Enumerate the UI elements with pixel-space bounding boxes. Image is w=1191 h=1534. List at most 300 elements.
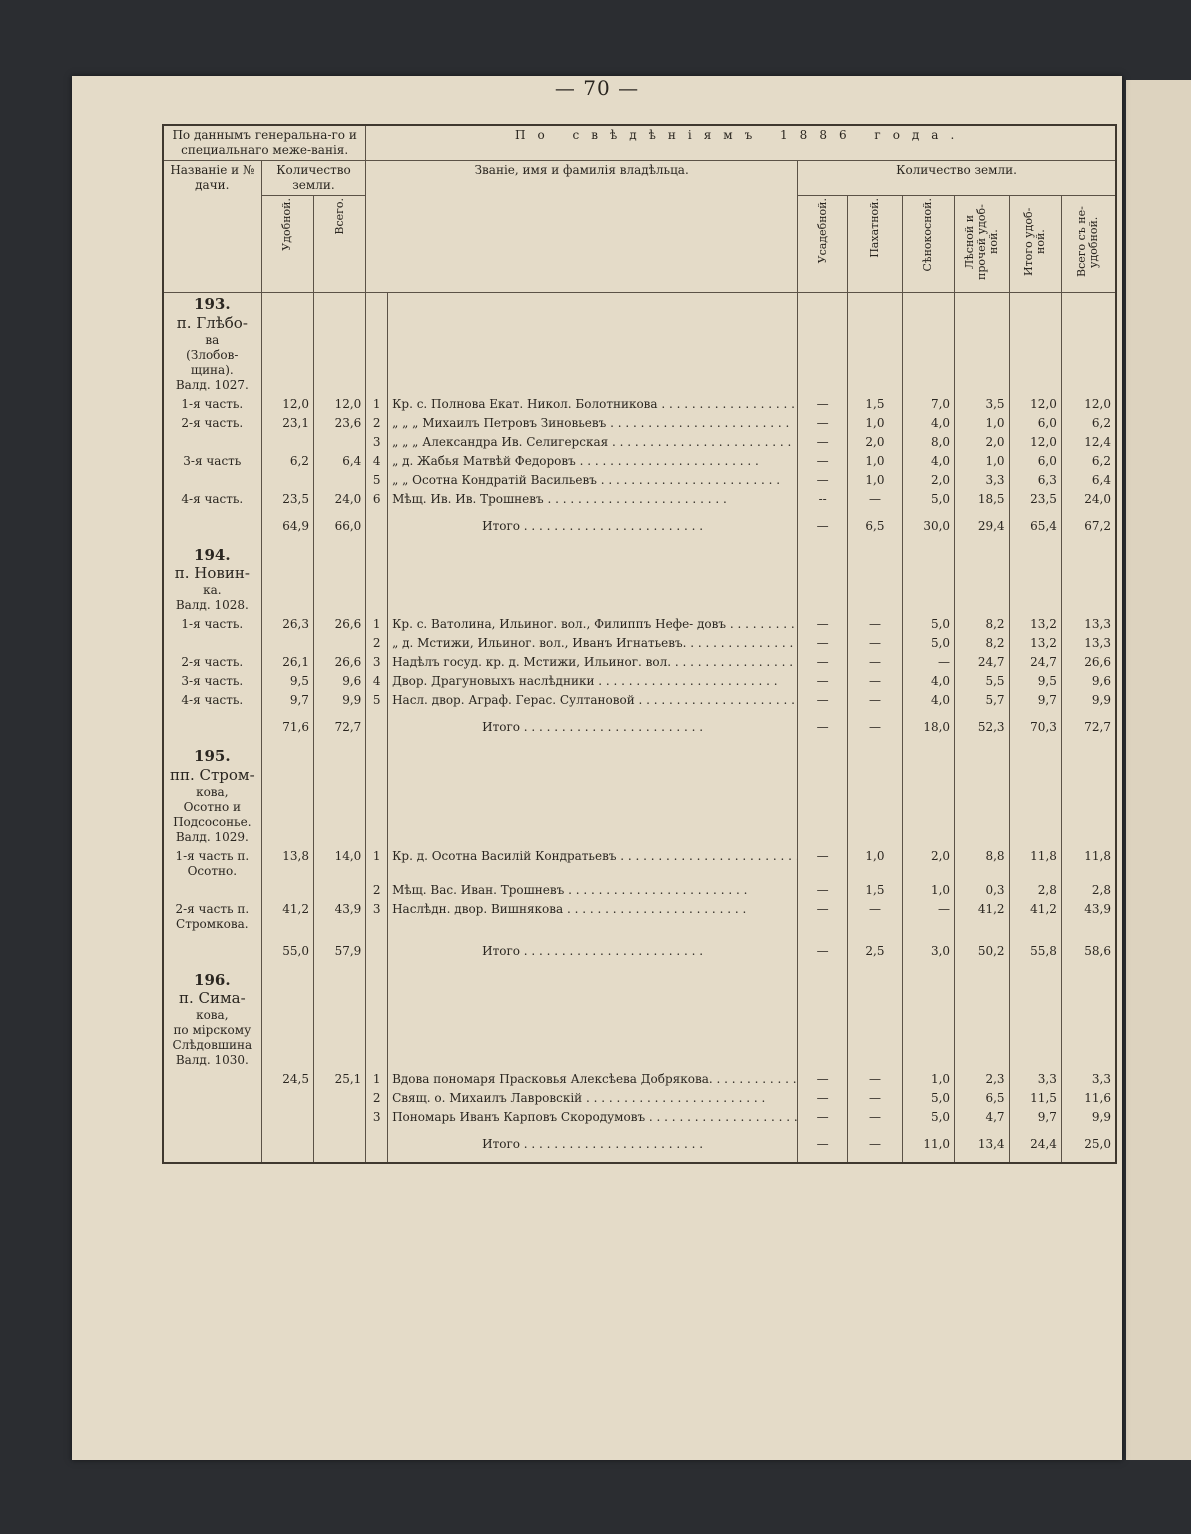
empty-cell <box>1009 293 1061 395</box>
empty-cell <box>366 1127 388 1163</box>
empty-cell <box>163 710 261 745</box>
empty-cell <box>1061 293 1116 395</box>
land-value: 24,7 <box>1009 653 1061 672</box>
part-label: 1-я часть. <box>163 615 261 634</box>
empty-cell <box>848 293 903 395</box>
parcel-number: 196. <box>194 970 231 989</box>
table-row <box>163 691 1116 710</box>
land-value: 11,6 <box>1061 1089 1116 1108</box>
row-number: 3 <box>366 1108 388 1127</box>
empty-cell <box>902 969 954 1071</box>
land-value: 3,3 <box>955 471 1010 490</box>
parcel-number: 193. <box>194 295 231 313</box>
land-value: 1,5 <box>848 395 903 414</box>
vsego-value <box>313 471 365 490</box>
total-value: 3,0 <box>902 934 954 969</box>
empty-cell <box>902 544 954 616</box>
land-value: -- <box>798 490 848 509</box>
part-label <box>163 634 261 653</box>
total-value: 29,4 <box>955 509 1010 544</box>
land-value: 3,3 <box>1009 1070 1061 1089</box>
land-value: 24,0 <box>1061 490 1116 509</box>
udobnoy-value: 41,2 <box>261 900 313 934</box>
land-value: 8,2 <box>955 615 1010 634</box>
parcel-name-line: Подсосонье. <box>173 814 252 829</box>
empty-cell <box>388 745 798 847</box>
empty-cell <box>1061 969 1116 1071</box>
land-value: 1,0 <box>848 414 903 433</box>
group-title-row <box>163 969 1116 1071</box>
land-value: 4,7 <box>955 1108 1010 1127</box>
parcel-name-line: Валд. 1027. <box>175 377 249 392</box>
land-value: — <box>848 653 903 672</box>
total-udobnoy <box>261 1127 313 1163</box>
land-value: — <box>798 691 848 710</box>
udobnoy-header: Удобной. <box>261 196 313 293</box>
part-label <box>163 471 261 490</box>
owner-name: „ „ „ Михаилъ Петровъ Зиновьевъ . . . <box>388 414 798 433</box>
land-value: 1,5 <box>848 881 903 900</box>
parcel-name-line: п. Новин- <box>174 564 250 583</box>
parcel-title <box>163 544 261 616</box>
udobnoy-value: 12,0 <box>261 395 313 414</box>
land-value: — <box>848 490 903 509</box>
total-value: 13,4 <box>955 1127 1010 1163</box>
land-value: 13,2 <box>1009 634 1061 653</box>
land-value: 4,0 <box>902 691 954 710</box>
owner-name: Свящ. о. Михаилъ Лавровскій . . . <box>388 1089 798 1108</box>
table-row <box>163 634 1116 653</box>
vsego-value: 9,9 <box>313 691 365 710</box>
empty-cell <box>848 969 903 1071</box>
total-value: 24,4 <box>1009 1127 1061 1163</box>
table-row <box>163 847 1116 881</box>
total-value: — <box>798 1127 848 1163</box>
empty-cell <box>1061 544 1116 616</box>
total-value: — <box>848 710 903 745</box>
total-value: 6,5 <box>848 509 903 544</box>
empty-cell <box>798 969 848 1071</box>
total-row <box>163 934 1116 969</box>
land-value: 1,0 <box>848 847 903 881</box>
part-label: 1-я часть п. Осотно. <box>163 847 261 881</box>
land-value: 8,0 <box>902 433 954 452</box>
owner-name: Кр. д. Осотна Василій Кондратьевъ . . . <box>388 847 798 881</box>
udobnoy-value <box>261 881 313 900</box>
land-value: 13,3 <box>1061 615 1116 634</box>
land-value: 7,0 <box>902 395 954 414</box>
group-title-row <box>163 745 1116 847</box>
row-number: 3 <box>366 653 388 672</box>
land-value: — <box>798 1108 848 1127</box>
owner-name: Мѣщ. Вас. Иван. Трошневъ . . . <box>388 881 798 900</box>
table-row <box>163 615 1116 634</box>
total-row <box>163 509 1116 544</box>
land-value: 9,9 <box>1061 1108 1116 1127</box>
empty-cell <box>366 509 388 544</box>
row-number: 6 <box>366 490 388 509</box>
land-value: 2,8 <box>1061 881 1116 900</box>
land-value: — <box>798 395 848 414</box>
empty-cell <box>261 745 313 847</box>
parcel-name-line: щина). <box>190 362 234 377</box>
table-row <box>163 900 1116 934</box>
land-value: — <box>798 414 848 433</box>
empty-cell <box>388 544 798 616</box>
empty-cell <box>366 293 388 395</box>
total-value: 52,3 <box>955 710 1010 745</box>
row-number: 3 <box>366 433 388 452</box>
part-label <box>163 433 261 452</box>
land-value: 2,3 <box>955 1070 1010 1089</box>
land-value: 4,0 <box>902 414 954 433</box>
land-value: 4,0 <box>902 452 954 471</box>
survey-1886-header: По свѣдѣніямъ 1886 года. <box>366 125 1116 161</box>
parcel-name-line: ка. <box>203 583 222 597</box>
land-value: 4,0 <box>902 672 954 691</box>
land-value: 9,7 <box>1009 1108 1061 1127</box>
land-value: 2,0 <box>902 471 954 490</box>
land-value: 23,5 <box>1009 490 1061 509</box>
col-vsego-neudobnoy-header: Всего съ не-удобной. <box>1061 196 1116 293</box>
land-value: 1,0 <box>848 452 903 471</box>
parcel-number: 194. <box>194 545 231 564</box>
parcel-name-line: п. Глѣбо- <box>176 313 248 332</box>
part-label <box>163 1108 261 1127</box>
total-label: Итого . . . <box>388 1127 798 1163</box>
empty-cell <box>261 969 313 1071</box>
total-vsego: 72,7 <box>313 710 365 745</box>
parcel-name-line: по мірскому <box>173 1023 252 1037</box>
land-value: 1,0 <box>955 414 1010 433</box>
owner-name: Надѣлъ госуд. кр. д. Мстижи, Ильиног. вол. . . . <box>388 653 798 672</box>
empty-cell <box>848 745 903 847</box>
empty-cell <box>955 293 1010 395</box>
empty-cell <box>366 745 388 847</box>
land-value: 6,0 <box>1009 414 1061 433</box>
name-column-header: Названіе и № дачи. <box>163 161 261 293</box>
empty-cell <box>1009 969 1061 1071</box>
land-value: 2,0 <box>848 433 903 452</box>
udobnoy-value: 9,5 <box>261 672 313 691</box>
total-vsego: 57,9 <box>313 934 365 969</box>
owner-name: Кр. с. Полнова Екат. Никол. Болотникова . . . <box>388 395 798 414</box>
owner-name: Вдова пономаря Прасковья Алексѣева Добрякова. . . . <box>388 1070 798 1089</box>
empty-cell <box>366 934 388 969</box>
vsego-value <box>313 1089 365 1108</box>
land-value: 11,8 <box>1009 847 1061 881</box>
table-row <box>163 414 1116 433</box>
total-label: Итого . . . <box>388 509 798 544</box>
land-qty-header: Количество земли. <box>261 161 366 196</box>
land-value: 3,5 <box>955 395 1010 414</box>
owner-column-header: Званіе, имя и фамилія владѣльца. <box>366 161 798 293</box>
parcel-title <box>163 969 261 1071</box>
vsego-value <box>313 433 365 452</box>
survey-group-header: По даннымъ генеральна-го и специальнаго меже-ванія. <box>163 125 366 161</box>
owner-name: „ „ Осотна Кондратій Васильевъ . . . <box>388 471 798 490</box>
part-label: 2-я часть. <box>163 653 261 672</box>
owner-name: Кр. с. Ватолина, Ильиног. вол., Филиппъ Нефе- довъ . . . <box>388 615 798 634</box>
owner-name: Двор. Драгуновыхъ наслѣдники . . . <box>388 672 798 691</box>
land-value: — <box>798 615 848 634</box>
land-value: — <box>798 634 848 653</box>
land-value: — <box>848 634 903 653</box>
table-row <box>163 490 1116 509</box>
udobnoy-value <box>261 471 313 490</box>
vsego-value: 43,9 <box>313 900 365 934</box>
table-row <box>163 881 1116 900</box>
land-value: 2,0 <box>902 847 954 881</box>
land-value: — <box>798 1070 848 1089</box>
total-value: 70,3 <box>1009 710 1061 745</box>
total-value: 2,5 <box>848 934 903 969</box>
col-pakhatnoy-header: Пахатной. <box>848 196 903 293</box>
land-value: 18,5 <box>955 490 1010 509</box>
row-number: 1 <box>366 847 388 881</box>
total-vsego <box>313 1127 365 1163</box>
udobnoy-value: 26,3 <box>261 615 313 634</box>
land-value: — <box>798 452 848 471</box>
part-label <box>163 1070 261 1089</box>
table-row <box>163 653 1116 672</box>
land-value: 8,2 <box>955 634 1010 653</box>
total-vsego: 66,0 <box>313 509 365 544</box>
empty-cell <box>313 544 365 616</box>
land-value: — <box>848 691 903 710</box>
parcel-name-line: Валд. 1029. <box>175 829 249 844</box>
land-value: 6,0 <box>1009 452 1061 471</box>
table-row <box>163 395 1116 414</box>
empty-cell <box>902 745 954 847</box>
col-itogo-udobnoy-header: Итого удоб-ной. <box>1009 196 1061 293</box>
empty-cell <box>798 544 848 616</box>
empty-cell <box>955 745 1010 847</box>
land-value: — <box>798 881 848 900</box>
total-row <box>163 1127 1116 1163</box>
land-value: — <box>798 672 848 691</box>
vsego-value: 26,6 <box>313 615 365 634</box>
total-label: Итого . . . <box>388 710 798 745</box>
parcel-title <box>163 745 261 847</box>
parcel-number: 195. <box>194 747 231 765</box>
udobnoy-value: 26,1 <box>261 653 313 672</box>
udobnoy-value: 6,2 <box>261 452 313 471</box>
group-title-row <box>163 293 1116 395</box>
table-row <box>163 1089 1116 1108</box>
owner-name: „ д. Мстижи, Ильиног. вол., Иванъ Игнатьевъ. . . . <box>388 634 798 653</box>
land-value: 9,5 <box>1009 672 1061 691</box>
empty-cell <box>313 969 365 1071</box>
row-number: 2 <box>366 881 388 900</box>
vsego-value: 12,0 <box>313 395 365 414</box>
total-value: 67,2 <box>1061 509 1116 544</box>
owner-name: Мѣщ. Ив. Ив. Трошневъ . . . <box>388 490 798 509</box>
land-value: — <box>798 433 848 452</box>
row-number: 1 <box>366 1070 388 1089</box>
udobnoy-value <box>261 634 313 653</box>
udobnoy-value: 13,8 <box>261 847 313 881</box>
empty-cell <box>1061 745 1116 847</box>
total-value: 30,0 <box>902 509 954 544</box>
row-number: 2 <box>366 1089 388 1108</box>
land-value: 12,4 <box>1061 433 1116 452</box>
table-row <box>163 471 1116 490</box>
vsego-header: Всего. <box>313 196 365 293</box>
land-value: 11,5 <box>1009 1089 1061 1108</box>
total-value: — <box>798 509 848 544</box>
parcel-title <box>163 293 261 395</box>
land-value: 43,9 <box>1061 900 1116 934</box>
vsego-value: 9,6 <box>313 672 365 691</box>
land-value: 9,6 <box>1061 672 1116 691</box>
part-label: 2-я часть п. Стромкова. <box>163 900 261 934</box>
land-value: 5,0 <box>902 615 954 634</box>
table-row <box>163 1070 1116 1089</box>
part-label <box>163 881 261 900</box>
empty-cell <box>848 544 903 616</box>
land-value: 12,0 <box>1009 395 1061 414</box>
land-value: 1,0 <box>902 1070 954 1089</box>
udobnoy-value: 23,1 <box>261 414 313 433</box>
row-number: 4 <box>366 672 388 691</box>
vsego-value <box>313 1108 365 1127</box>
empty-cell <box>798 293 848 395</box>
parcel-name-line: Осотно и <box>183 799 242 814</box>
land-value: — <box>798 653 848 672</box>
parcel-name-line: Валд. 1030. <box>175 1053 249 1067</box>
land-value: 6,2 <box>1061 452 1116 471</box>
land-value: 3,3 <box>1061 1070 1116 1089</box>
col-lesnoy-header: Лѣсной и прочей удоб-ной. <box>955 196 1010 293</box>
vsego-value: 23,6 <box>313 414 365 433</box>
total-value: 11,0 <box>902 1127 954 1163</box>
row-number: 2 <box>366 414 388 433</box>
total-label: Итого . . . <box>388 934 798 969</box>
table-row <box>163 433 1116 452</box>
empty-cell <box>163 934 261 969</box>
land-value: — <box>848 615 903 634</box>
land-qty-1886-header: Количество земли. <box>798 161 1116 196</box>
empty-cell <box>163 1127 261 1163</box>
empty-cell <box>955 969 1010 1071</box>
empty-cell <box>366 710 388 745</box>
empty-cell <box>261 293 313 395</box>
parcel-name-line: п. Сима- <box>178 989 246 1008</box>
owner-name: „ „ „ Александра Ив. Селигерская . . . <box>388 433 798 452</box>
land-value: — <box>848 672 903 691</box>
empty-cell <box>366 969 388 1071</box>
udobnoy-value <box>261 1089 313 1108</box>
total-value: 50,2 <box>955 934 1010 969</box>
row-number: 1 <box>366 615 388 634</box>
udobnoy-value: 23,5 <box>261 490 313 509</box>
land-value: 26,6 <box>1061 653 1116 672</box>
land-value: — <box>798 900 848 934</box>
udobnoy-value: 9,7 <box>261 691 313 710</box>
land-value: 5,0 <box>902 1089 954 1108</box>
part-label: 2-я часть. <box>163 414 261 433</box>
land-value: — <box>798 471 848 490</box>
vsego-value: 6,4 <box>313 452 365 471</box>
land-value: 13,3 <box>1061 634 1116 653</box>
group-title-row <box>163 544 1116 616</box>
land-value: 9,9 <box>1061 691 1116 710</box>
total-udobnoy: 64,9 <box>261 509 313 544</box>
land-value: — <box>798 847 848 881</box>
document-page <box>72 76 1122 1460</box>
land-register-table <box>162 124 1117 1164</box>
vsego-value <box>313 634 365 653</box>
total-udobnoy: 71,6 <box>261 710 313 745</box>
empty-cell <box>798 745 848 847</box>
page-number: — 70 — <box>554 76 640 100</box>
vsego-value: 14,0 <box>313 847 365 881</box>
land-value: 5,0 <box>902 1108 954 1127</box>
total-value: — <box>848 1127 903 1163</box>
col-usadebnoy-header: Усадебной. <box>798 196 848 293</box>
row-number: 5 <box>366 471 388 490</box>
total-value: — <box>798 710 848 745</box>
part-label: 4-я часть. <box>163 691 261 710</box>
total-row <box>163 710 1116 745</box>
col-senokosnoy-header: Сѣнокосной. <box>902 196 954 293</box>
total-value: 25,0 <box>1061 1127 1116 1163</box>
empty-cell <box>261 544 313 616</box>
land-value: 5,7 <box>955 691 1010 710</box>
land-value: — <box>798 1089 848 1108</box>
udobnoy-value: 24,5 <box>261 1070 313 1089</box>
land-value: 2,0 <box>955 433 1010 452</box>
row-number: 5 <box>366 691 388 710</box>
ledger-body <box>163 293 1116 1164</box>
land-value: — <box>848 1089 903 1108</box>
land-value: — <box>902 653 954 672</box>
land-value: 5,5 <box>955 672 1010 691</box>
land-value: 41,2 <box>955 900 1010 934</box>
empty-cell <box>388 293 798 395</box>
row-number: 2 <box>366 634 388 653</box>
udobnoy-value <box>261 1108 313 1127</box>
land-value: 5,0 <box>902 490 954 509</box>
land-value: — <box>848 1070 903 1089</box>
total-value: 58,6 <box>1061 934 1116 969</box>
empty-cell <box>1009 745 1061 847</box>
empty-cell <box>313 745 365 847</box>
land-value: 2,8 <box>1009 881 1061 900</box>
empty-cell <box>388 969 798 1071</box>
total-value: 18,0 <box>902 710 954 745</box>
land-value: 6,4 <box>1061 471 1116 490</box>
land-value: 24,7 <box>955 653 1010 672</box>
row-number: 4 <box>366 452 388 471</box>
land-value: 9,7 <box>1009 691 1061 710</box>
empty-cell <box>313 293 365 395</box>
adjacent-page-edge <box>1126 80 1191 1460</box>
owner-name: Насл. двор. Аграф. Герас. Султановой . . . <box>388 691 798 710</box>
parcel-name-line: ва <box>205 332 220 347</box>
land-value: 0,3 <box>955 881 1010 900</box>
parcel-name-line: кова, <box>196 784 229 799</box>
land-value: 6,5 <box>955 1089 1010 1108</box>
total-value: 55,8 <box>1009 934 1061 969</box>
row-number: 3 <box>366 900 388 934</box>
parcel-name-line: пп. Стром- <box>169 765 255 784</box>
part-label: 4-я часть. <box>163 490 261 509</box>
owner-name: Наслѣдн. двор. Вишнякова . . . <box>388 900 798 934</box>
land-value: — <box>848 1108 903 1127</box>
land-value: 1,0 <box>902 881 954 900</box>
